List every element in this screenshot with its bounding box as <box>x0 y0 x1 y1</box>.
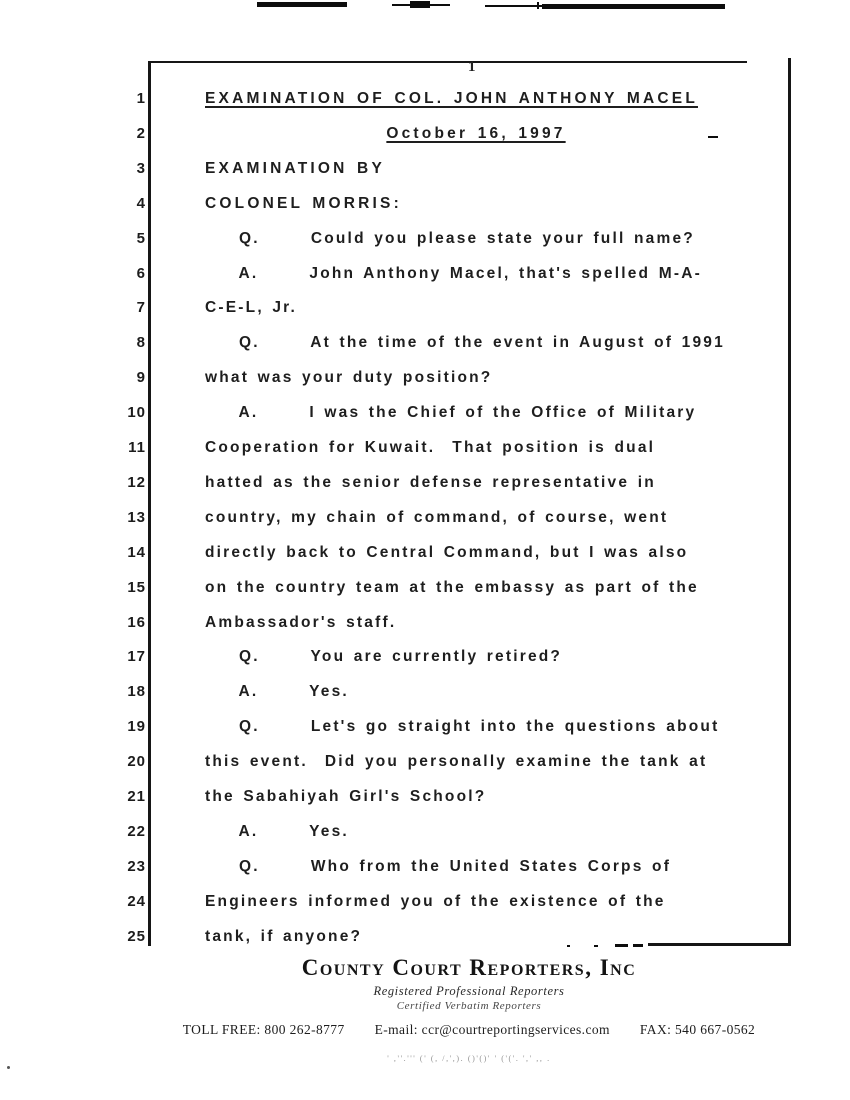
transcript-line <box>0 928 850 952</box>
line-number: 23 <box>127 857 146 875</box>
line-text: EXAMINATION BY <box>205 159 385 177</box>
line-text: A. Yes. <box>205 822 349 840</box>
transcript-line <box>0 439 850 463</box>
line-number: 22 <box>127 822 146 840</box>
line-number: 11 <box>128 439 146 456</box>
transcript-line <box>0 404 850 428</box>
transcript-line <box>0 823 850 847</box>
line-text: Q. At the time of the event in August of 1991 <box>205 334 725 352</box>
transcript-line <box>0 788 850 812</box>
scan-mark-top-left <box>257 2 347 7</box>
page-number: 1 <box>468 59 476 75</box>
line-number: 25 <box>127 927 146 945</box>
transcript-line <box>0 474 850 498</box>
toll-free: TOLL FREE: 800 262-8777 <box>182 1022 345 1037</box>
line-number: 14 <box>127 543 146 561</box>
line-text: this event. Did you personally examine the tank at <box>205 753 708 771</box>
transcript-line <box>0 579 850 603</box>
transcript-line <box>0 544 850 568</box>
transcript-line <box>0 299 850 323</box>
line-text: Q. You are currently retired? <box>205 648 563 666</box>
line-text: October 16, 1997 <box>386 124 566 142</box>
line-text: on the country team at the embassy as part of the <box>205 578 699 596</box>
line-number: 2 <box>136 124 146 142</box>
line-text: Q. Who from the United States Corps of <box>205 857 672 875</box>
line-text: Ambassador's staff. <box>205 613 397 631</box>
line-text: EXAMINATION OF COL. JOHN ANTHONY MACEL <box>205 90 698 107</box>
firm-tagline-2: Certified Verbatim Reporters <box>396 1000 542 1012</box>
transcript-line <box>0 893 850 917</box>
line-number: 17 <box>127 648 146 666</box>
line-number: 13 <box>127 508 146 526</box>
line-text: directly back to Central Command, but I was also <box>205 543 689 561</box>
line-number: 16 <box>127 613 146 631</box>
line-text: Q. Could you please state your full name? <box>205 229 695 247</box>
contact-line <box>148 1022 790 1038</box>
line-number: 4 <box>136 194 146 212</box>
reporter-footer <box>148 955 790 1063</box>
transcript-line <box>0 334 850 358</box>
line-text: A. Yes. <box>205 683 349 701</box>
transcript-line <box>0 858 850 882</box>
fine-print: ' ,''.''' (' (, /,',). ()'()' ' ('('. ',' ,, . <box>387 1054 551 1063</box>
line-text: A. John Anthony Macel, that's spelled M-A- <box>205 264 702 282</box>
line-text: Engineers informed you of the existence of the <box>205 892 666 910</box>
line-number: 3 <box>136 159 146 177</box>
line-text: the Sabahiyah Girl's School? <box>205 788 487 805</box>
transcript-line <box>0 369 850 393</box>
line-number: 24 <box>127 892 146 910</box>
transcript-line <box>0 718 850 742</box>
scan-mark-dash <box>708 136 718 138</box>
fax: FAX: 540 667-0562 <box>639 1022 756 1037</box>
scan-speck <box>7 1066 10 1069</box>
firm-name: County Court Reporters, Inc <box>301 955 637 980</box>
firm-tagline-1: Registered Professional Reporters <box>373 984 565 998</box>
transcript-line <box>0 195 850 219</box>
line-number: 10 <box>127 404 146 422</box>
line-number: 21 <box>127 788 146 805</box>
transcript-line <box>0 509 850 533</box>
line-number: 20 <box>127 753 146 771</box>
email: E-mail: ccr@courtreportingservices.com <box>374 1022 610 1037</box>
transcript-line <box>0 90 850 114</box>
transcript-line <box>0 230 850 254</box>
transcript-line <box>0 265 850 289</box>
transcript-line <box>0 753 850 777</box>
line-text: Cooperation for Kuwait. That position is dual <box>205 439 656 456</box>
scan-mark-top-right-tick <box>537 2 539 9</box>
scan-mark-top-right-thin <box>485 5 542 7</box>
transcript-line <box>0 614 850 638</box>
transcript-line <box>0 160 850 184</box>
line-number: 8 <box>136 334 146 352</box>
scan-mark-top-middle-bump <box>410 1 430 8</box>
line-text: A. I was the Chief of the Office of Military <box>205 404 697 422</box>
line-number: 12 <box>127 473 146 491</box>
line-text: hatted as the senior defense representative in <box>205 473 656 491</box>
line-number: 18 <box>127 683 146 701</box>
transcript-top-border <box>148 61 747 63</box>
line-number: 9 <box>136 369 146 387</box>
transcript-right-border <box>788 58 791 946</box>
line-number: 6 <box>136 264 146 282</box>
transcript-line <box>0 648 850 672</box>
transcript-line <box>0 125 850 149</box>
line-text: C-E-L, Jr. <box>205 299 298 317</box>
line-number: 15 <box>127 578 146 596</box>
line-text: COLONEL MORRIS: <box>205 194 402 212</box>
line-text: country, my chain of command, of course, went <box>205 508 669 526</box>
line-number: 19 <box>127 718 146 736</box>
line-text: Q. Let's go straight into the questions about <box>205 718 720 736</box>
transcript-line <box>0 683 850 707</box>
line-number: 1 <box>136 90 146 107</box>
scan-mark-top-right-thick <box>542 4 725 9</box>
line-text: what was your duty position? <box>205 369 493 387</box>
line-text: tank, if anyone? <box>205 927 363 945</box>
line-number: 5 <box>136 229 146 247</box>
line-number: 7 <box>136 299 146 317</box>
